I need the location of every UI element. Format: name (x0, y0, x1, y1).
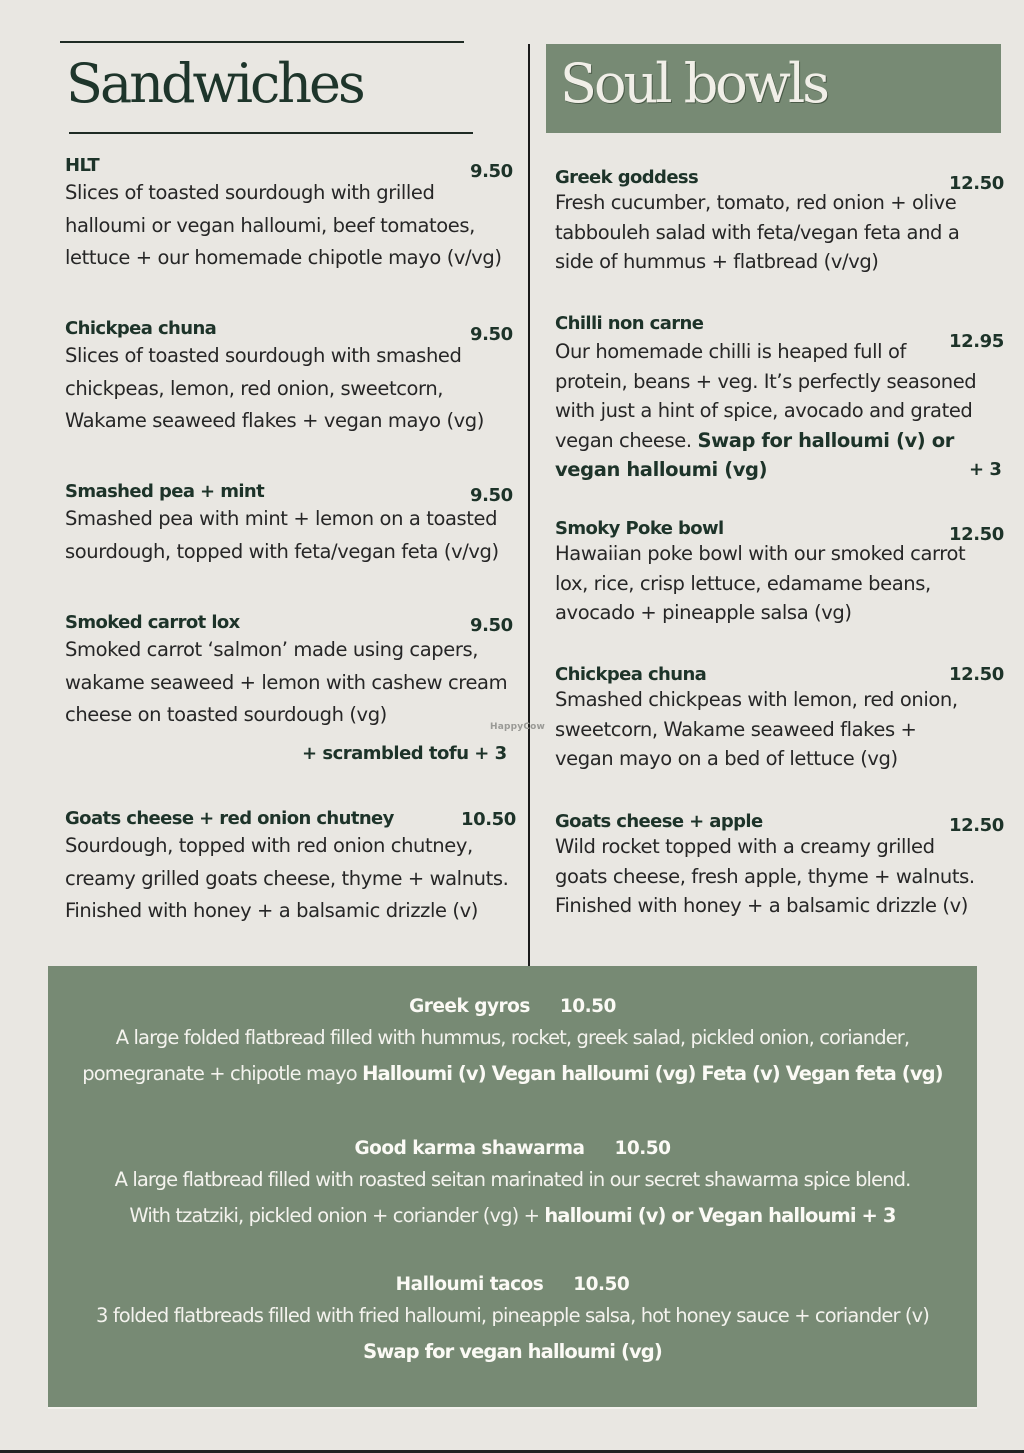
menu-item-goats-cheese-chutney (65, 808, 525, 928)
menu-item-hlt (65, 155, 525, 275)
item-price: 10.50 (573, 1274, 630, 1295)
soul-bowls-header-box (546, 44, 1001, 133)
soul-bowls-section-title: Soul bowls (560, 52, 827, 115)
item-price: 10.50 (559, 996, 616, 1017)
item-description: Smashed chickpeas with lemon, red onion, sweetcorn, Wakame seaweed flakes + vegan mayo on a bed of lettuce (vg) (555, 688, 958, 770)
item-description: Sourdough, topped with red onion chutney, creamy grilled goats cheese, thyme + walnuts. Finished with honey + a balsamic drizzle (v) (65, 834, 509, 922)
column-divider (528, 44, 530, 966)
item-description: Slices of toasted sourdough with grilled halloumi or vegan halloumi, beef tomatoes, lettuce + our homemade chipotle mayo (v/vg) (65, 181, 502, 269)
item-name: Chilli non carne (555, 313, 704, 334)
item-description: Hawaiian poke bowl with our smoked carrot lox, rice, crisp lettuce, edamame beans, avocado + pineapple salsa (vg) (555, 542, 966, 624)
flatbreads-section (48, 966, 977, 1409)
happycow-watermark: HappyCow (490, 722, 546, 732)
title-underline-left (69, 132, 473, 134)
item-name: Greek gyros (409, 996, 530, 1017)
item-name: Goats cheese + red onion chutney (65, 808, 394, 829)
item-price: 12.50 (949, 524, 1004, 545)
item-name: Good karma shawarma (354, 1138, 585, 1159)
menu-item-smashed-pea-mint (65, 481, 525, 568)
item-name: Chickpea chuna (555, 664, 707, 685)
menu-item-smoked-carrot-lox (65, 612, 535, 764)
item-name: Greek goddess (555, 167, 699, 188)
item-price: 9.50 (470, 615, 513, 636)
menu-item-chickpea-chuna-bowl (555, 664, 1005, 774)
item-price: 12.50 (949, 173, 1004, 194)
item-price: 9.50 (470, 485, 513, 506)
item-price: 10.50 (614, 1138, 671, 1159)
option-list: Halloumi (v) Vegan halloumi (vg) Feta (v) Vegan feta (vg) (362, 1062, 943, 1085)
item-addon-price: + 3 (969, 459, 1002, 480)
item-description: Smashed pea with mint + lemon on a toasted sourdough, topped with feta/vegan feta (v/vg) (65, 507, 499, 563)
top-rule-left (60, 41, 464, 43)
menu-item-greek-gyros (48, 996, 977, 1092)
item-description: Wild rocket topped with a creamy grilled goats cheese, fresh apple, thyme + walnuts. Finished with honey + a balsamic drizzle (v) (555, 835, 975, 917)
item-price: 9.50 (470, 324, 513, 345)
item-description: A large folded flatbread filled with hummus, rocket, greek salad, pickled onion, coriander, pomegranate + chipotle mayo Halloumi (v) Vegan halloumi (vg) Feta (v) Vegan feta (vg) (82, 1026, 943, 1085)
item-price: 9.50 (470, 161, 513, 182)
menu-item-smoky-poke-bowl (555, 518, 1005, 628)
item-description: Our homemade chilli is heaped full of protein, beans + veg. It’s perfectly seasoned with just a hint of spice, avocado and grated vegan cheese. Swap for halloumi (v) or vegan halloumi (vg) (555, 340, 977, 481)
menu-item-chilli-non-carne (555, 313, 1005, 485)
option-list: halloumi (v) or Vegan halloumi + 3 (544, 1204, 896, 1227)
item-name: Smashed pea + mint (65, 481, 265, 502)
item-name: Goats cheese + apple (555, 811, 763, 832)
menu-item-halloumi-tacos (48, 1274, 977, 1370)
item-name: Chickpea chuna (65, 318, 217, 339)
item-price: 12.50 (949, 664, 1004, 685)
item-name: Smoky Poke bowl (555, 518, 724, 539)
sandwiches-section-title: Sandwiches (66, 52, 363, 115)
item-price: 12.95 (949, 331, 1004, 352)
item-description: Fresh cucumber, tomato, red onion + olive tabbouleh salad with feta/vegan feta and a side of hummus + flatbread (v/vg) (555, 191, 960, 273)
item-name: Halloumi tacos (395, 1274, 544, 1295)
item-description: A large flatbread filled with roasted seitan marinated in our secret shawarma spice blend. With tzatziki, pickled onion + coriander (vg) + halloumi (v) or Vegan halloumi + 3 (114, 1168, 911, 1227)
menu-item-good-karma-shawarma (48, 1138, 977, 1234)
item-addon: + scrambled tofu + 3 (302, 743, 507, 764)
menu-item-greek-goddess (555, 167, 1005, 277)
swap-option: Swap for halloumi (v) or (697, 428, 954, 452)
item-description: Smoked carrot ‘salmon’ made using capers, wakame seaweed + lemon with cashew cream cheese on toasted sourdough (vg) (65, 638, 508, 726)
menu-item-chickpea-chuna-sandwich (65, 318, 525, 438)
item-name: Smoked carrot lox (65, 612, 240, 633)
item-description: Slices of toasted sourdough with smashed chickpeas, lemon, red onion, sweetcorn, Wakame seaweed flakes + vegan mayo (vg) (65, 344, 484, 432)
swap-option-cont: vegan halloumi (vg) (555, 458, 768, 481)
item-description: 3 folded flatbreads filled with fried halloumi, pineapple salsa, hot honey sauce + coriander (v) Swap for vegan halloumi (vg) (96, 1304, 929, 1363)
swap-option: Swap for vegan halloumi (vg) (363, 1340, 662, 1363)
menu-item-goats-cheese-apple (555, 811, 1005, 921)
item-price: 12.50 (949, 815, 1004, 836)
item-price: 10.50 (461, 809, 516, 830)
item-name: HLT (65, 155, 100, 176)
